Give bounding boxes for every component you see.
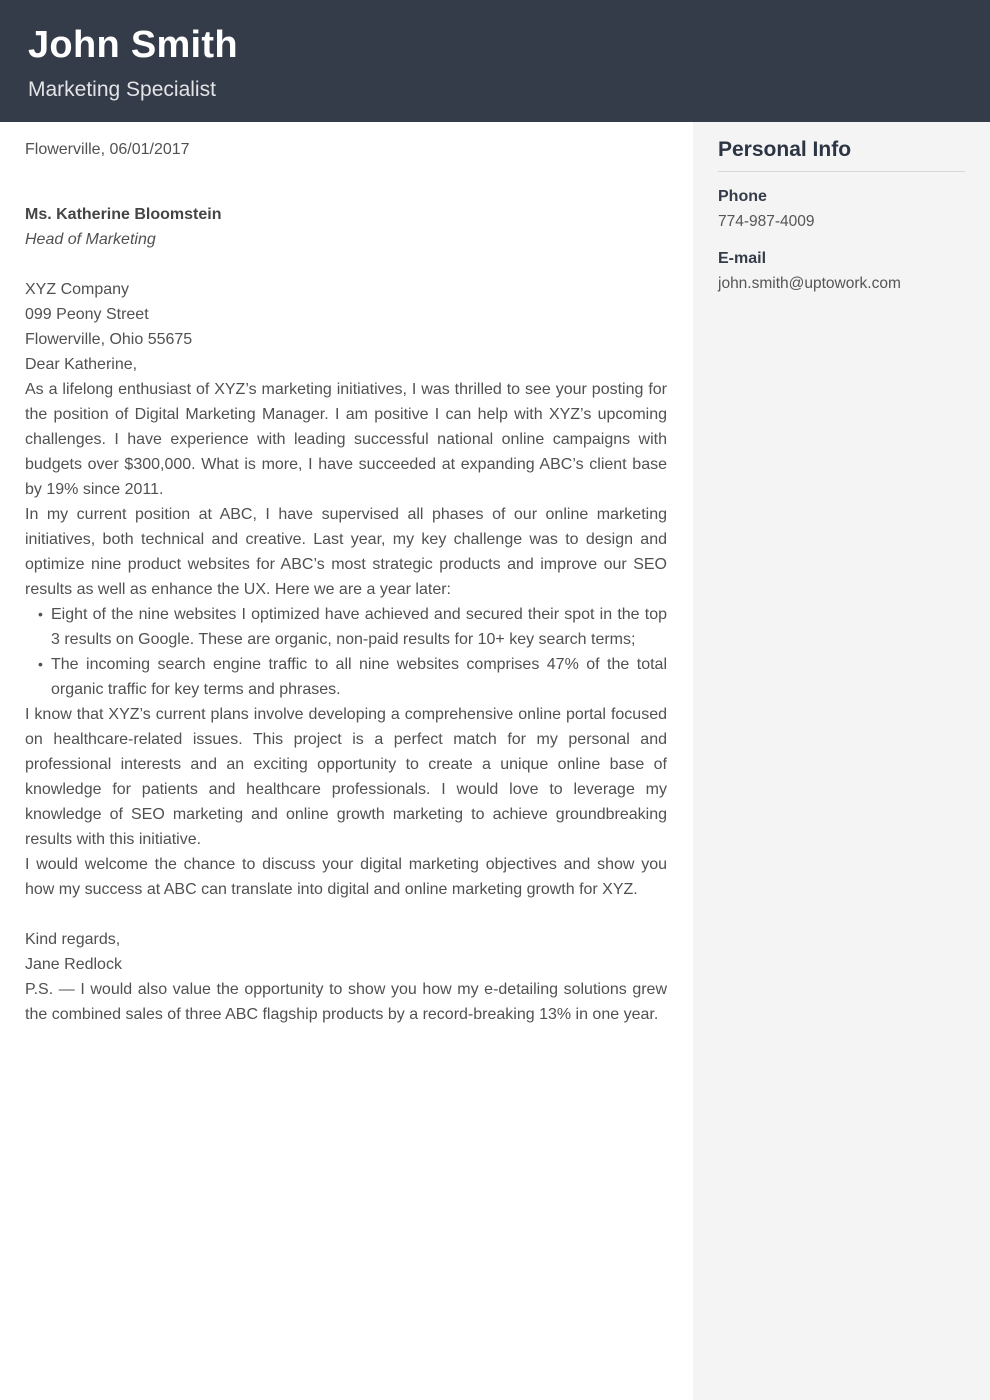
document-header — [0, 0, 990, 122]
recipient-title: Head of Marketing — [25, 231, 156, 248]
email-field — [718, 247, 965, 296]
phone-field — [718, 185, 965, 234]
sidebar-heading: Personal Info — [718, 137, 965, 172]
applicant-job-title: Marketing Specialist — [28, 78, 216, 101]
list-item-achievement-2: • The incoming search engine traffic to all nine websites comprises 47% of the total organic traffic for key terms and phrases. — [51, 652, 667, 702]
recipient-block — [25, 202, 667, 252]
date-line: Flowerville, 06/01/2017 — [25, 141, 190, 158]
company-name: XYZ Company — [25, 281, 130, 298]
salutation: Dear Katherine, — [25, 356, 138, 373]
phone-value: 774-987-4009 — [718, 213, 815, 230]
phone-label: Phone — [718, 188, 767, 205]
paragraph-company-plans: I know that XYZ’s current plans involve developing a comprehensive online portal focused on healthcare-related issues. This project is a perfect match for my personal and professional interests and an exciting opportunity to create a unique online base of knowledge for patients and healthcare professionals. I would love to leverage my knowledge of SEO marketing and online growth marketing to achieve groundbreaking results with this initiative. — [25, 706, 667, 848]
list-item-achievement-1: • Eight of the nine websites I optimized have achieved and secured their spot in the top 3 results on Google. These are organic, non-paid results for 10+ key search terms; — [51, 602, 667, 652]
paragraph-current-position: In my current position at ABC, I have supervised all phases of our online marketing initiatives, both technical and creative. Last year, my key challenge was to design and optimize nine product websites for ABC’s most strategic products and improve our SEO results as well as enhance the UX. Here we are a year later: — [25, 506, 667, 598]
signature-name: Jane Redlock — [25, 956, 122, 973]
closing-block — [25, 927, 667, 977]
recipient-name: Ms. Katherine Bloomstein — [25, 206, 222, 223]
company-street: 099 Peony Street — [25, 306, 149, 323]
email-label: E-mail — [718, 250, 767, 267]
applicant-name: John Smith — [28, 24, 238, 66]
content-row — [0, 122, 990, 1400]
achievements-list — [25, 602, 667, 702]
personal-info-sidebar — [693, 122, 990, 1400]
paragraph-intro: As a lifelong enthusiast of XYZ’s marketing initiatives, I was thrilled to see your posting for the position of Digital Marketing Manager. I am positive I can help with XYZ’s upcoming challenges. I have experience with leading successful national online campaigns with budgets over $300,000. What is more, I have succeeded at expanding ABC’s client base by 19% since 2011. — [25, 381, 667, 498]
company-address-block — [25, 277, 667, 352]
company-city: Flowerville, Ohio 55675 — [25, 331, 193, 348]
postscript: P.S. — I would also value the opportunity to show you how my e-detailing solutions grew the combined sales of three ABC flagship products by a record-breaking 13% in one year. — [25, 981, 667, 1023]
letter-body — [0, 122, 693, 1400]
email-value: john.smith@uptowork.com — [718, 275, 901, 292]
paragraph-call-to-action: I would welcome the chance to discuss your digital marketing objectives and show you how my success at ABC can translate into digital and online marketing growth for XYZ. — [25, 856, 667, 898]
closing-phrase: Kind regards, — [25, 931, 121, 948]
